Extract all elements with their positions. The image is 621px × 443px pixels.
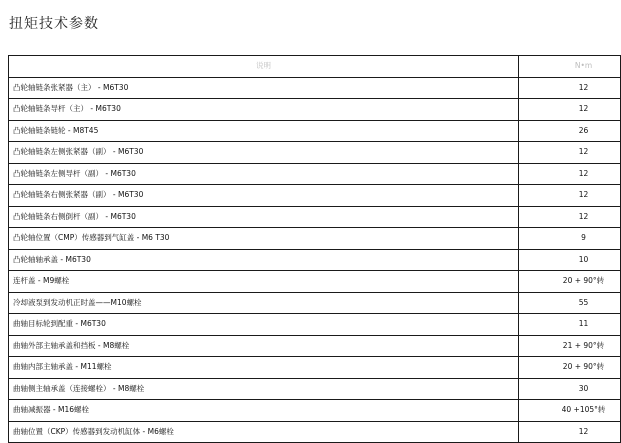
row-description: 曲轴目标轮到配重 - M6T30: [9, 314, 519, 336]
row-description: 凸轮轴轴承盖 - M6T30: [9, 249, 519, 271]
page-title: 扭矩技术参数: [9, 16, 99, 32]
row-torque-value: 12: [519, 163, 621, 185]
row-description: 连杆盖 - M9螺栓: [9, 271, 519, 293]
row-description: 曲轴侧主轴承盖（连接螺栓） - M8螺栓: [9, 378, 519, 400]
table-header-row: [9, 56, 621, 78]
row-torque-value: 21 + 90°转: [519, 335, 621, 357]
column-header-unit: N•m: [519, 56, 621, 78]
table-row: [9, 314, 621, 336]
row-description: 凸轮轴链条张紧器（主） - M6T30: [9, 77, 519, 99]
row-torque-value: 10: [519, 249, 621, 271]
table-row: [9, 142, 621, 164]
row-description: 曲轴内部主轴承盖 - M11螺栓: [9, 357, 519, 379]
table-row: [9, 292, 621, 314]
table-row: [9, 228, 621, 250]
table-row: [9, 271, 621, 293]
row-torque-value: 12: [519, 99, 621, 121]
row-torque-value: 12: [519, 421, 621, 443]
table-body: [9, 77, 621, 443]
table-row: [9, 400, 621, 422]
row-torque-value: 12: [519, 185, 621, 207]
table-row: [9, 378, 621, 400]
table-row: [9, 206, 621, 228]
row-torque-value: 30: [519, 378, 621, 400]
row-description: 凸轮轴链条导杆（主） - M6T30: [9, 99, 519, 121]
table-row: [9, 249, 621, 271]
table-row: [9, 335, 621, 357]
row-torque-value: 12: [519, 206, 621, 228]
table-row: [9, 185, 621, 207]
row-description: 凸轮轴链条左侧张紧器（副） - M6T30: [9, 142, 519, 164]
row-torque-value: 40 +105°转: [519, 400, 621, 422]
row-description: 凸轮轴位置（CMP）传感器到气缸盖 - M6 T30: [9, 228, 519, 250]
row-description: 凸轮轴链条右侧张紧器（副） - M6T30: [9, 185, 519, 207]
row-torque-value: 12: [519, 142, 621, 164]
table-row: [9, 120, 621, 142]
row-torque-value: 9: [519, 228, 621, 250]
torque-spec-table-container: [8, 55, 620, 443]
table-row: [9, 77, 621, 99]
row-torque-value: 20 + 90°转: [519, 271, 621, 293]
row-description: 凸轮轴链条链轮 - M8T45: [9, 120, 519, 142]
row-description: 曲轴外部主轴承盖和挡板 - M8螺栓: [9, 335, 519, 357]
row-description: 曲轴位置（CKP）传感器到发动机缸体 - M6螺栓: [9, 421, 519, 443]
table-row: [9, 163, 621, 185]
row-torque-value: 20 + 90°转: [519, 357, 621, 379]
row-description: 曲轴减振器 - M16螺栓: [9, 400, 519, 422]
row-torque-value: 55: [519, 292, 621, 314]
row-torque-value: 26: [519, 120, 621, 142]
table-row: [9, 421, 621, 443]
row-torque-value: 11: [519, 314, 621, 336]
row-torque-value: 12: [519, 77, 621, 99]
table-row: [9, 357, 621, 379]
torque-spec-table: [8, 55, 621, 443]
row-description: 凸轮轴链条左侧导杆（副） - M6T30: [9, 163, 519, 185]
row-description: 冷却液泵到发动机正时盖——M10螺栓: [9, 292, 519, 314]
table-row: [9, 99, 621, 121]
row-description: 凸轮轴链条右侧倒杆（副） - M6T30: [9, 206, 519, 228]
column-header-description: 说明: [9, 56, 519, 78]
